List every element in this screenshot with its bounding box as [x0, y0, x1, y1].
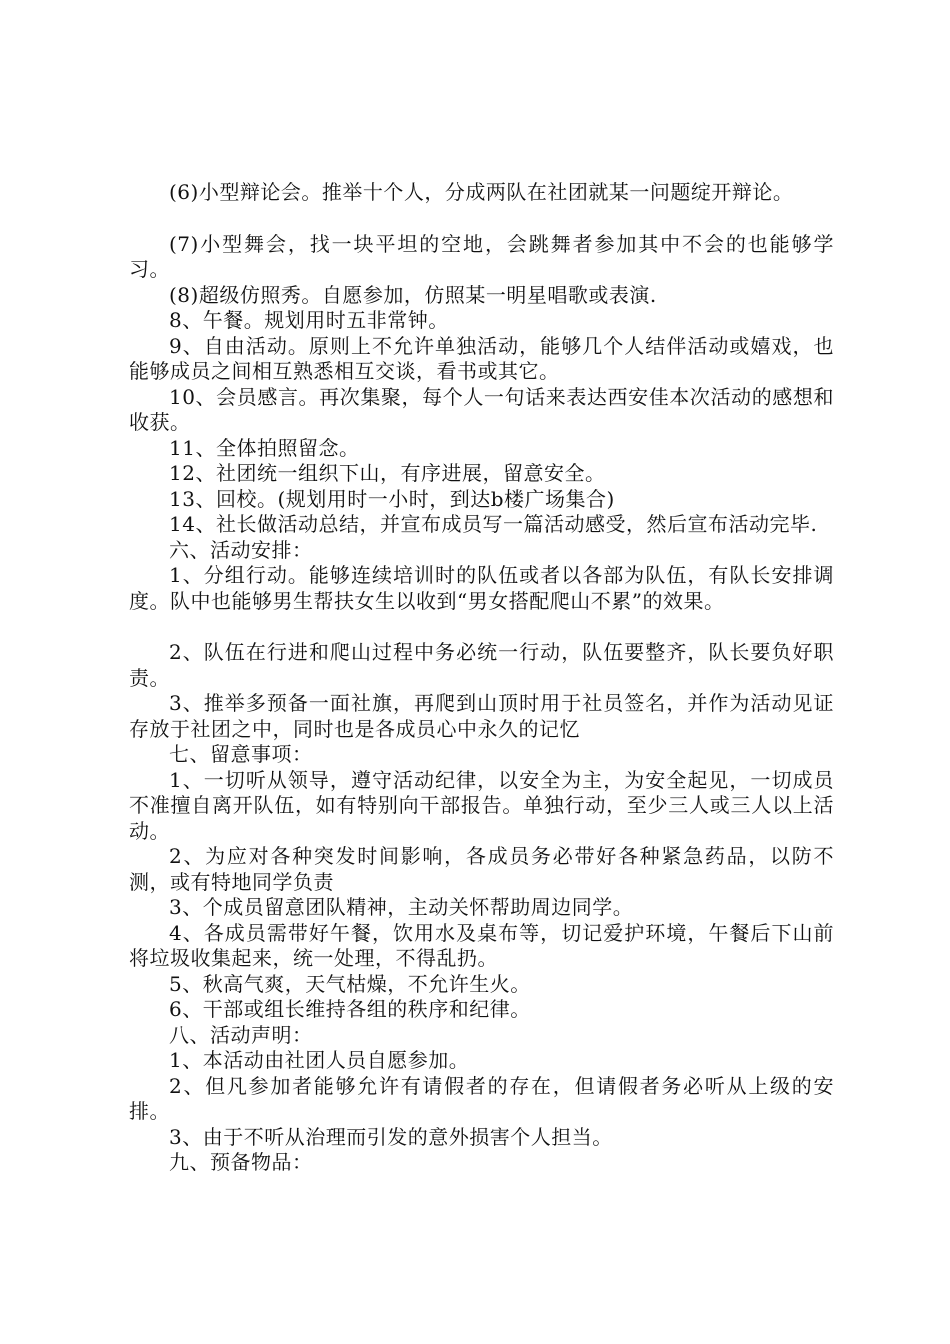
paragraph-summary: 14、社长做活动总结，并宣布成员写一篇活动感受，然后宣布活动完毕. — [169, 512, 818, 536]
paragraph-note-order: 6、干部或组长维持各组的秩序和纪律。 — [169, 997, 531, 1021]
paragraph-debate: (6)小型辩论会。推举十个人，分成两队在社团就某一问题绽开辩论。 — [169, 180, 794, 204]
paragraph-group-action: 1、分组行动。能够连续培训时的队伍或者以各部为队伍，有队长安排调度。队中也能够男生帮扶女生以收到“男女搭配爬山不累”的效果。 — [129, 563, 834, 613]
section-heading-statement: 八、活动声明： — [169, 1022, 313, 1047]
paragraph-descend: 12、社团统一组织下山，有序进展，留意安全。 — [169, 461, 606, 485]
section-heading-arrangement: 六、活动安排： — [169, 537, 313, 562]
section-heading-notes: 七、留意事项： — [169, 742, 313, 766]
paragraph-return: 13、回校。(规划用时一小时，到达b楼广场集合) — [169, 486, 615, 511]
paragraph-statement-leave: 2、但凡参加者能够允许有请假者的存在，但请假者务必听从上级的安排。 — [129, 1073, 834, 1123]
paragraph-note-no-fire: 5、秋高气爽，天气枯燥，不允许生火。 — [169, 971, 531, 996]
paragraph-group-photo: 11、全体拍照留念。 — [169, 435, 360, 460]
paragraph-spacer — [129, 206, 834, 232]
paragraph-note-environment: 4、各成员需带好午餐，饮用水及桌布等，切记爱护环境，午餐后下山前将垃圾收集起来，统一处理，不得乱扔。 — [129, 920, 834, 970]
paragraph-statement-voluntary: 1、本活动由社团人员自愿参加。 — [169, 1048, 470, 1072]
paragraph-free-activity: 9、自由活动。原则上不允许单独活动，能够几个人结伴活动或嬉戏，也能够成员之间相互熟悉相互交谈，看书或其它。 — [129, 333, 834, 383]
paragraph-note-medicine: 2、为应对各种突发时间影响，各成员务必带好各种紧急药品，以防不测，或有特地同学负责 — [129, 844, 834, 894]
paragraph-member-remarks: 10、会员感言。再次集聚，每个人一句话来表达西安佳本次活动的感想和收获。 — [129, 384, 834, 434]
paragraph-statement-liability: 3、由于不听从治理而引发的意外损害个人担当。 — [169, 1124, 613, 1149]
paragraph-note-team-spirit: 3、个成员留意团队精神，主动关怀帮助周边同学。 — [169, 895, 634, 919]
paragraph-spacer — [129, 614, 834, 640]
paragraph-lunch: 8、午餐。规划用时五非常钟。 — [169, 308, 449, 332]
paragraph-dance: (7)小型舞会，找一块平坦的空地，会跳舞者参加其中不会的也能够学习。 — [129, 231, 834, 281]
document-body — [129, 180, 834, 1176]
section-heading-supplies: 九、预备物品： — [169, 1150, 313, 1174]
paragraph-imitation-show: (8)超级仿照秀。自愿参加，仿照某一明星唱歌或表演. — [169, 282, 657, 307]
paragraph-club-flag: 3、推举多预备一面社旗，再爬到山顶时用于社员签名，并作为活动见证存放于社团之中，同时也是各成员心中永久的记忆 — [129, 691, 834, 741]
paragraph-note-discipline: 1、一切听从领导，遵守活动纪律，以安全为主，为安全起见，一切成员不准擅自离开队伍，如有特别向干部报告。单独行动，至少三人或三人以上活动。 — [129, 767, 834, 843]
paragraph-team-conduct: 2、队伍在行进和爬山过程中务必统一行动，队伍要整齐，队长要负好职责。 — [129, 640, 834, 690]
